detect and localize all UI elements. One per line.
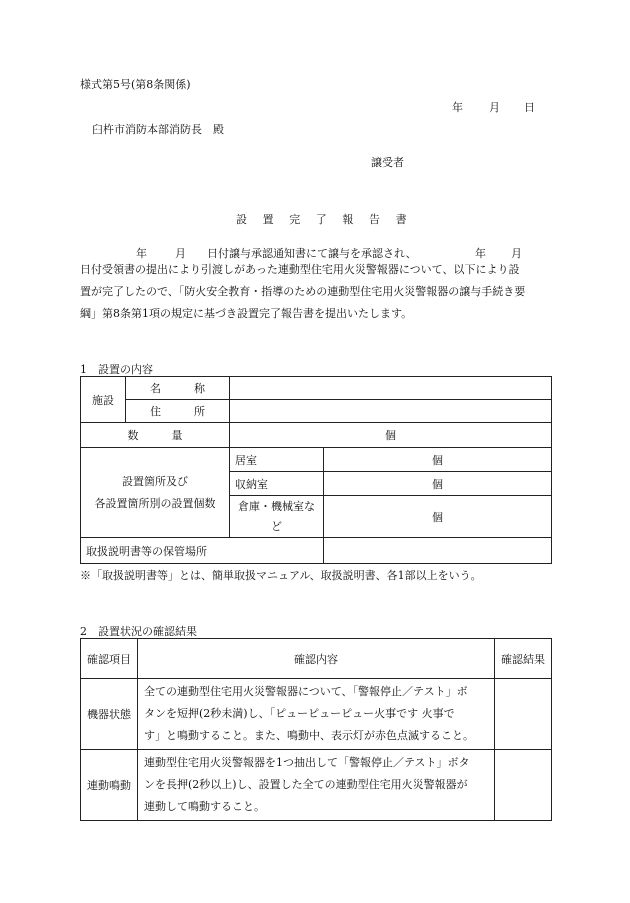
row-result-device-status[interactable] — [495, 679, 552, 750]
header-result: 確認結果 — [495, 639, 552, 679]
date-day: 日 — [524, 101, 535, 114]
room-warehouse-count[interactable]: 個 — [324, 496, 552, 538]
content-line: ンを長押(2秒以上)し、設置した全ての連動型住宅用火災警報器が — [144, 778, 468, 791]
body-month-2: 月 — [511, 247, 522, 260]
body-line-2: 日付受領書の提出により引渡しがあった連動型住宅用火災警報器について、以下により設 — [80, 263, 520, 276]
address-value[interactable] — [230, 400, 552, 423]
content-line: 連動型住宅用火災警報器を1つ抽出して「警報停止／テスト」ボタ — [144, 756, 470, 769]
section1-note: ※「取扱説明書等」とは、簡単取扱マニュアル、取扱説明書、各1部以上をいう。 — [80, 569, 482, 582]
form-number: 様式第5号(第8条関係) — [80, 78, 191, 91]
document-title: 設 置 完 了 報 告 書 — [236, 213, 413, 226]
content-line: 連動して鳴動すること。 — [144, 800, 265, 813]
row-item-device-status: 機器状態 — [81, 679, 138, 750]
row-content-linked-alarm — [138, 750, 495, 821]
body-line-3: 置が完了したので、「防火安全教育・指導のための連動型住宅用火災警報器の譲与手続き要 — [80, 285, 526, 298]
header-content: 確認内容 — [138, 639, 495, 679]
room-storage: 収納室 — [230, 472, 324, 496]
transferee-label: 譲受者 — [371, 156, 404, 169]
location-label-line1: 設置箇所及び — [122, 474, 188, 488]
content-line: 全ての連動型住宅用火災警報器について、「警報停止／テスト」ボ — [144, 685, 468, 698]
header-item: 確認項目 — [81, 639, 138, 679]
quantity-label: 数 量 — [81, 423, 230, 448]
name-label: 名 称 — [126, 377, 230, 400]
row-result-linked-alarm[interactable] — [495, 750, 552, 821]
body-paragraph — [80, 259, 552, 325]
content-line: タンを短押(2秒未満)し、「ピューピューピュー火事です 火事で — [144, 707, 455, 720]
name-value[interactable] — [230, 377, 552, 400]
installation-table — [80, 376, 552, 564]
body-line-4: 綱」第8条第1項の規定に基づき設置完了報告書を提出いたします。 — [80, 307, 413, 320]
room-living: 居室 — [230, 448, 324, 472]
section2-heading: 2 設置状況の確認結果 — [80, 625, 197, 638]
date-month: 月 — [489, 101, 500, 114]
content-line: す」と鳴動すること。また、鳴動中、表示灯が赤色点滅すること。 — [144, 729, 474, 742]
location-label — [81, 448, 230, 538]
manual-storage-label: 取扱説明書等の保管場所 — [81, 538, 324, 564]
room-storage-count[interactable]: 個 — [324, 472, 552, 496]
section1-heading: 1 設置の内容 — [80, 363, 153, 376]
addressee: 臼杵市消防本部消防長 殿 — [92, 123, 224, 136]
date-year: 年 — [452, 101, 463, 114]
body-year-2: 年 — [475, 247, 486, 260]
body-year-1: 年 — [136, 247, 147, 260]
confirmation-table — [80, 638, 552, 821]
body-text-1: 日付譲与承認通知書にて譲与を承認され、 — [207, 247, 417, 260]
row-item-linked-alarm: 連動鳴動 — [81, 750, 138, 821]
address-label: 住 所 — [126, 400, 230, 423]
row-content-device-status — [138, 679, 495, 750]
room-warehouse: 倉庫・機械室など — [230, 496, 324, 538]
body-month-1: 月 — [175, 247, 186, 260]
manual-storage-value[interactable] — [324, 538, 552, 564]
facility-label: 施設 — [81, 377, 126, 423]
room-living-count[interactable]: 個 — [324, 448, 552, 472]
quantity-unit[interactable]: 個 — [230, 423, 552, 448]
location-label-line2: 各設置箇所別の設置個数 — [94, 496, 216, 510]
